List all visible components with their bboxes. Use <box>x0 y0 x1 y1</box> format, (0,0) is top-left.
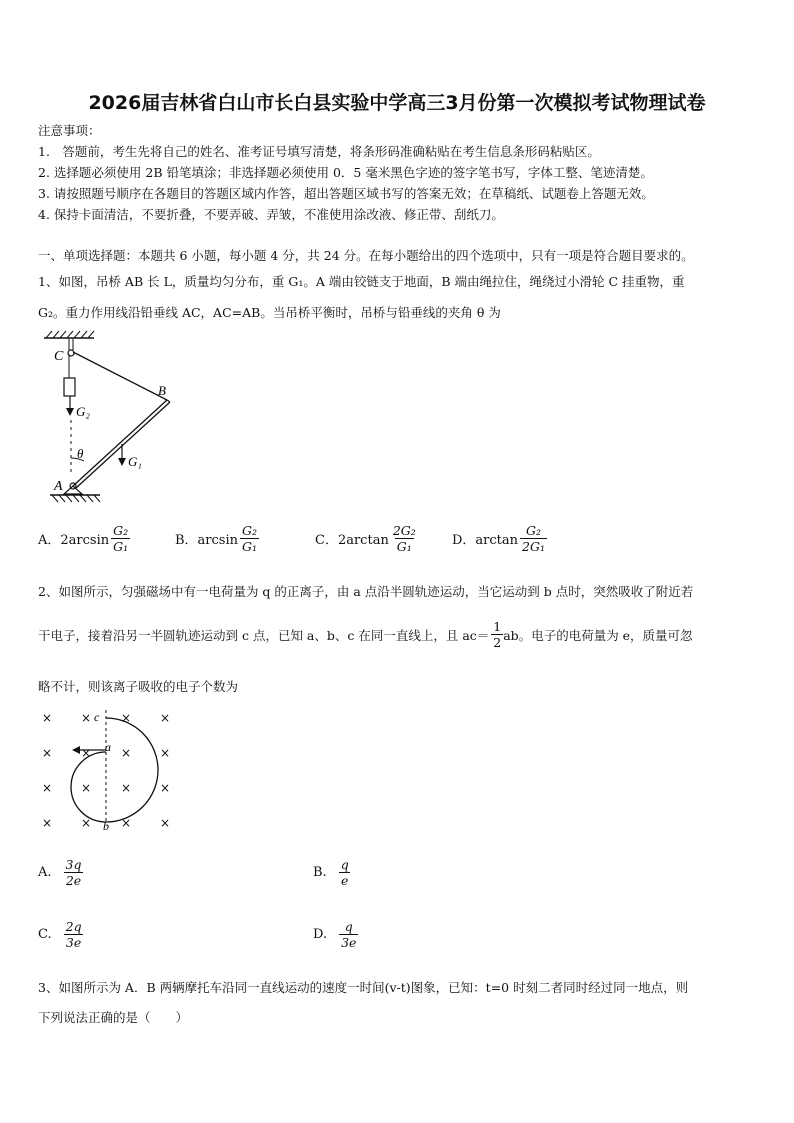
drawbridge-figure <box>36 330 186 516</box>
magnetic-field-figure <box>36 708 176 834</box>
svg-text:×: × <box>81 711 92 725</box>
figure-label-a: A <box>54 479 63 494</box>
option-c[interactable]: C．2arctan $\frac{\text{2G₂}}{\text{G₁}}$ <box>315 523 416 555</box>
note-item: 2. 选择题必须使用 2B 铅笔填涂；非选择题必须使用 0．5 毫米黑色字迹的签字笔书写，字体工整、笔迹清楚。 <box>38 165 653 180</box>
note-item: 4. 保持卡面清洁，不要折叠，不要弄破、弄皱，不准使用涂改液、修正带、刮纸刀。 <box>38 207 504 222</box>
svg-text:×: × <box>160 746 171 760</box>
svg-text:×: × <box>81 781 92 795</box>
note-item: 3. 请按照题号顺序在各题目的答题区域内作答，超出答题区域书写的答案无效；在草稿纸、试题卷上答题无效。 <box>38 186 654 201</box>
svg-text:×: × <box>160 781 171 795</box>
svg-text:×: × <box>121 781 132 795</box>
question-3-text: 下列说法正确的是（ ） <box>38 1010 189 1025</box>
question-1-text: 1、如图，吊桥 AB 长 L，质量均匀分布，重 G₁。A 端由铰链支于地面，B 端由绳拉住，绳绕过小滑轮 C 挂重物，重 <box>38 274 685 289</box>
figure-label-g2: G₂ <box>76 404 90 419</box>
figure-label-g1: G₁ <box>128 454 142 469</box>
notes-heading: 注意事项： <box>38 123 101 138</box>
option-a[interactable]: A．2arcsin $\frac{\text{G₂}}{\text{G₁}}$ <box>38 523 129 555</box>
question-2-text: 略不计，则该离子吸收的电子个数为 <box>38 679 239 694</box>
question-1-text: G₂。重力作用线沿铅垂线 AC，AC=AB。当吊桥平衡时，吊桥与铅垂线的夹角 θ 为 <box>38 305 501 320</box>
option-b[interactable]: B．arcsin $\frac{\text{G₂}}{\text{G₁}}$ <box>175 523 258 555</box>
question-2-text: 干电子，接着沿另一半圆轨迹运动到 c 点，已知 a、b、c 在同一直线上，且 ac＝ $\frac{1}{2}$ ab。电子的电荷量为 e，质量可忽 <box>38 619 693 651</box>
question-2-text: 2、如图所示，匀强磁场中有一电荷量为 q 的正离子，由 a 点沿半圆轨迹运动，当它运动到 b 点时，突然吸收了附近若 <box>38 584 694 599</box>
section-heading: 一、单项选择题：本题共 6 小题，每小题 4 分，共 24 分。在每小题给出的四个选项中，只有一项是符合题目要求的。 <box>38 248 694 263</box>
option-d[interactable]: D. $\frac{q}{3e}$ <box>313 919 357 951</box>
svg-text:×: × <box>121 711 132 725</box>
option-b[interactable]: B. $\frac{q}{e}$ <box>313 857 349 889</box>
figure-label-theta: θ <box>77 446 84 461</box>
figure-label-c: C <box>54 349 64 364</box>
svg-text:×: × <box>42 711 53 725</box>
svg-text:×: × <box>160 711 171 725</box>
svg-text:×: × <box>81 816 92 830</box>
svg-text:×: × <box>121 746 132 760</box>
option-d[interactable]: D．arctan $\frac{\text{G₂}}{\text{2G₁}}$ <box>452 523 545 555</box>
svg-text:×: × <box>42 816 53 830</box>
question-3-text: 3、如图所示为 A．B 两辆摩托车沿同一直线运动的速度一时间(v-t)图象，已知：t=0 时刻二者同时经过同一地点，则 <box>38 980 689 995</box>
svg-text:×: × <box>81 746 92 760</box>
svg-text:×: × <box>121 816 132 830</box>
figure-label-b: b <box>103 819 109 833</box>
svg-text:×: × <box>160 816 171 830</box>
page-title: 2026届吉林省白山市长白县实验中学高三3月份第一次模拟考试物理试卷 <box>88 92 706 114</box>
figure-label-b: B <box>158 383 166 398</box>
option-c[interactable]: C. $\frac{2q}{3e}$ <box>38 919 82 951</box>
figure-label-c: c <box>94 710 100 724</box>
figure-label-a: a <box>105 740 111 754</box>
note-item: 1. 答题前，考生先将自己的姓名、准考证号填写清楚，将条形码准确粘贴在考生信息条形码粘贴区。 <box>38 144 600 159</box>
svg-text:×: × <box>42 781 53 795</box>
option-a[interactable]: A. $\frac{3q}{2e}$ <box>38 857 82 889</box>
svg-text:×: × <box>42 746 53 760</box>
